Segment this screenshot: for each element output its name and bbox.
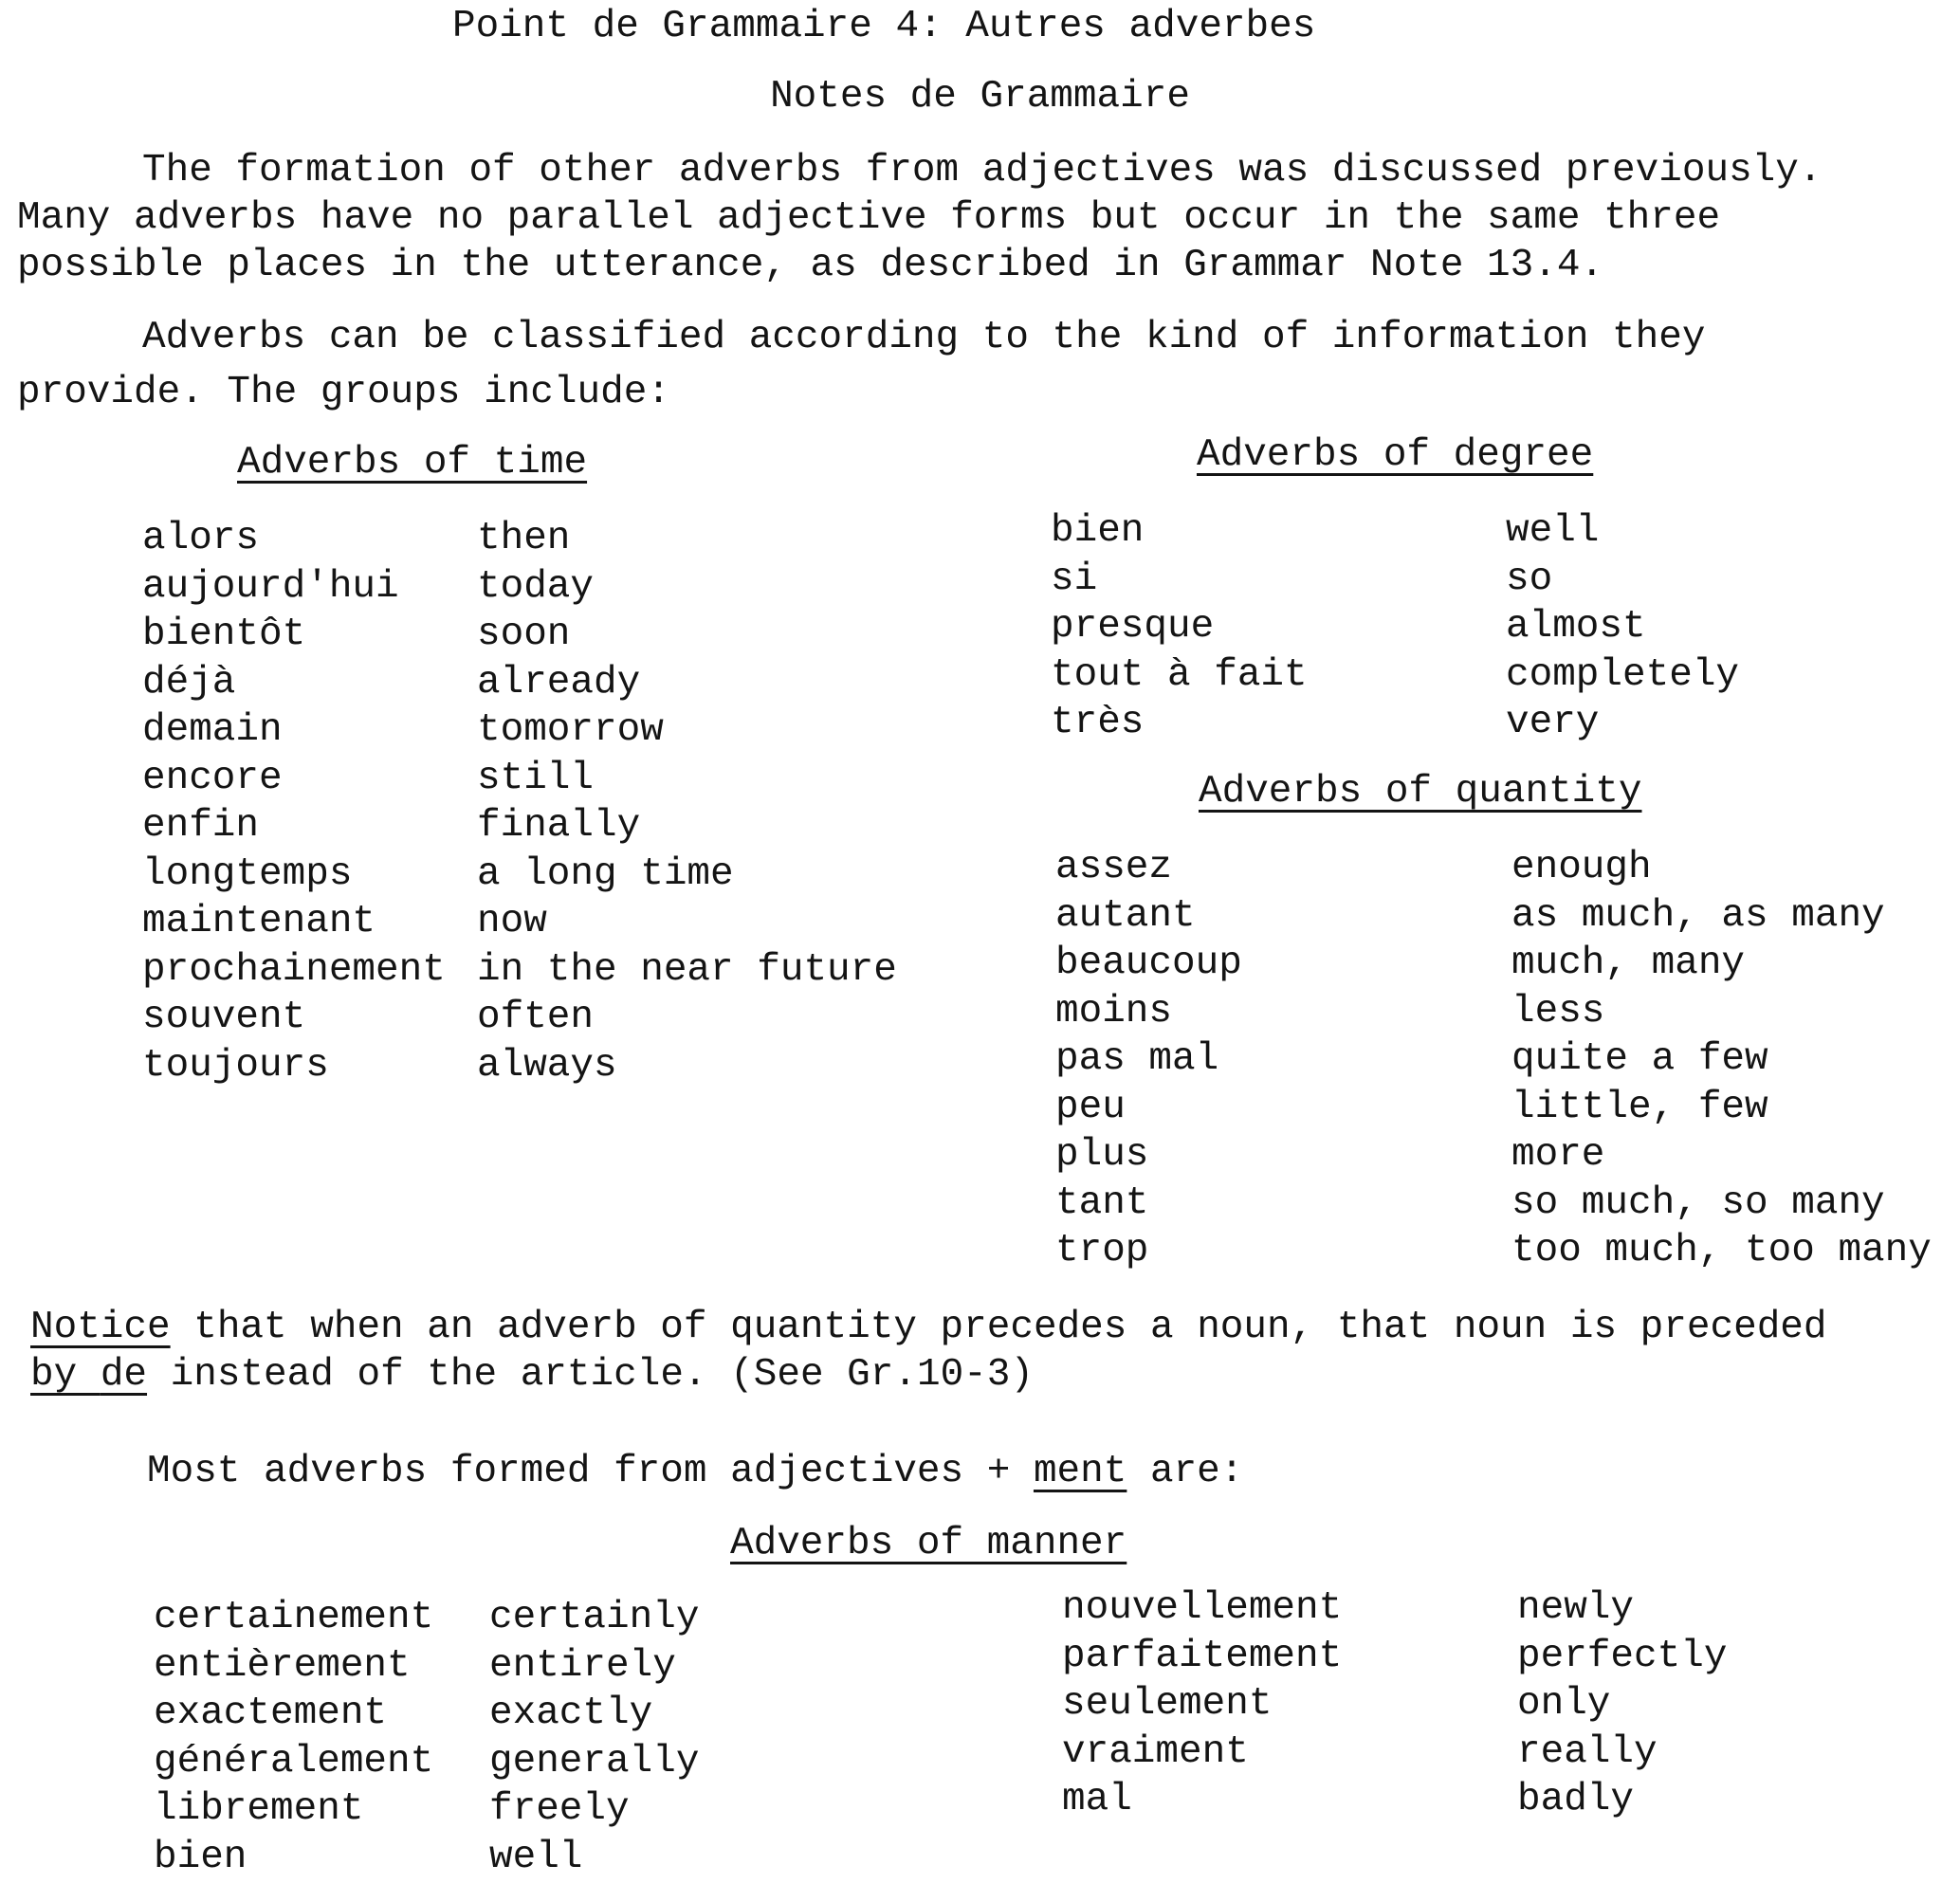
manner-english-item: really bbox=[1517, 1729, 1658, 1774]
manner-english-item: badly bbox=[1517, 1778, 1635, 1821]
manner-french-item: nouvellement bbox=[1062, 1586, 1343, 1630]
degree-french-item: très bbox=[1051, 701, 1145, 744]
time-english-item: often bbox=[477, 996, 595, 1039]
time-english-item: today bbox=[477, 564, 595, 609]
intro-para1-line2: Many adverbs have no parallel adjective forms but occur in the same three bbox=[17, 196, 1721, 240]
time-french-item: enfin bbox=[142, 804, 260, 848]
notice-line2 bbox=[30, 1353, 1034, 1397]
degree-english-item: well bbox=[1506, 509, 1600, 553]
manner-english-item: exactly bbox=[489, 1692, 653, 1735]
manner-left-english-column bbox=[489, 1596, 700, 1886]
quantity-english-item: quite a few bbox=[1511, 1037, 1768, 1081]
manner-english-item: generally bbox=[489, 1739, 700, 1783]
time-french-item: prochainement bbox=[142, 947, 446, 992]
time-french-item: alors bbox=[142, 517, 260, 560]
manner-english-item: certainly bbox=[489, 1596, 700, 1639]
manner-french-item: librement bbox=[154, 1787, 364, 1831]
degree-english-item: completely bbox=[1506, 652, 1740, 697]
intro-para2-line2: provide. The groups include: bbox=[17, 371, 670, 414]
quantity-english-item: little, few bbox=[1511, 1085, 1768, 1129]
manner-english-item: only bbox=[1517, 1682, 1611, 1726]
time-french-item: longtemps bbox=[142, 851, 353, 896]
quantity-french-item: moins bbox=[1055, 989, 1173, 1033]
notice-line1 bbox=[30, 1308, 1827, 1347]
degree-english-item: almost bbox=[1506, 605, 1646, 649]
quantity-french-item: autant bbox=[1055, 893, 1196, 938]
manner-french-item: parfaitement bbox=[1062, 1634, 1343, 1678]
time-english-item: tomorrow bbox=[477, 708, 664, 752]
manner-french-item: vraiment bbox=[1062, 1729, 1249, 1774]
time-english-item: then bbox=[477, 517, 571, 560]
degree-heading: Adverbs of degree bbox=[1197, 433, 1594, 477]
time-french-item: souvent bbox=[142, 996, 306, 1039]
manner-english-item: freely bbox=[489, 1787, 630, 1831]
quantity-english-item: as much, as many bbox=[1511, 893, 1885, 938]
quantity-heading: Adverbs of quantity bbox=[1199, 770, 1642, 814]
time-english-item: soon bbox=[477, 613, 571, 656]
quantity-english-item: much, many bbox=[1511, 942, 1746, 985]
quantity-french-item: assez bbox=[1055, 846, 1173, 889]
manner-french-item: entièrement bbox=[154, 1643, 411, 1688]
time-english-item: finally bbox=[477, 804, 641, 848]
time-english-item: always bbox=[477, 1043, 617, 1088]
time-english-item: now bbox=[477, 900, 547, 943]
degree-english-column bbox=[1506, 509, 1740, 752]
time-french-item: maintenant bbox=[142, 900, 376, 943]
quantity-english-item: so much, so many bbox=[1511, 1180, 1885, 1225]
time-french-item: demain bbox=[142, 708, 283, 752]
time-english-item: already bbox=[477, 660, 641, 704]
degree-english-item: very bbox=[1506, 701, 1600, 744]
page-title: Point de Grammaire 4: Autres adverbes bbox=[452, 5, 1316, 48]
quantity-french-item: pas mal bbox=[1055, 1037, 1219, 1081]
time-french-item: toujours bbox=[142, 1043, 329, 1088]
quantity-english-column bbox=[1511, 846, 1932, 1280]
time-french-item: bientôt bbox=[142, 613, 306, 656]
ment-intro-before: Most adverbs formed from adjectives + bbox=[147, 1450, 1034, 1493]
manner-heading: Adverbs of manner bbox=[730, 1522, 1127, 1565]
manner-right-french-column bbox=[1062, 1586, 1343, 1829]
page-subtitle: Notes de Grammaire bbox=[770, 75, 1190, 119]
time-french-item: déjà bbox=[142, 660, 236, 704]
quantity-english-item: less bbox=[1511, 989, 1605, 1033]
manner-french-item: certainement bbox=[154, 1596, 434, 1639]
intro-para2-line1: Adverbs can be classified according to the kind of information they bbox=[142, 316, 1706, 359]
manner-french-item: mal bbox=[1062, 1778, 1132, 1821]
manner-french-item: seulement bbox=[1062, 1682, 1273, 1726]
notice-de-word: de bbox=[100, 1353, 148, 1397]
manner-english-item: newly bbox=[1517, 1586, 1635, 1630]
time-french-item: encore bbox=[142, 756, 283, 800]
time-english-item: a long time bbox=[477, 851, 734, 896]
notice-line1-text: that when an adverb of quantity precedes a noun, that noun is preceded bbox=[170, 1306, 1827, 1349]
ment-intro-line bbox=[147, 1450, 1244, 1493]
time-heading: Adverbs of time bbox=[237, 441, 588, 485]
degree-english-item: so bbox=[1506, 557, 1553, 601]
quantity-french-item: peu bbox=[1055, 1085, 1126, 1129]
time-english-item: in the near future bbox=[477, 947, 897, 992]
notice-line2-text: instead of the article. (See Gr.10-3) bbox=[147, 1353, 1034, 1397]
quantity-french-item: tant bbox=[1055, 1180, 1149, 1225]
quantity-english-item: too much, too many bbox=[1511, 1229, 1932, 1272]
notice-word: Notice bbox=[30, 1306, 171, 1349]
quantity-french-column bbox=[1055, 846, 1242, 1280]
manner-english-item: entirely bbox=[489, 1643, 676, 1688]
quantity-french-item: trop bbox=[1055, 1229, 1149, 1272]
quantity-english-item: more bbox=[1511, 1133, 1605, 1177]
degree-french-item: bien bbox=[1051, 509, 1145, 553]
degree-french-column bbox=[1051, 509, 1308, 752]
time-french-column bbox=[142, 517, 446, 1094]
intro-para1-line1: The formation of other adverbs from adjectives was discussed previously. bbox=[142, 149, 1823, 192]
time-english-item: still bbox=[477, 756, 595, 800]
manner-french-item: généralement bbox=[154, 1739, 434, 1783]
degree-french-item: si bbox=[1051, 557, 1098, 601]
manner-left-french-column bbox=[154, 1596, 434, 1886]
quantity-english-item: enough bbox=[1511, 846, 1652, 889]
manner-english-item: well bbox=[489, 1835, 583, 1879]
ment-word: ment bbox=[1033, 1450, 1127, 1493]
time-english-column bbox=[477, 517, 897, 1094]
manner-french-item: exactement bbox=[154, 1692, 388, 1735]
quantity-french-item: beaucoup bbox=[1055, 942, 1242, 985]
manner-right-english-column bbox=[1517, 1586, 1728, 1829]
notice-by-word: by bbox=[30, 1353, 101, 1397]
ment-intro-after: are: bbox=[1127, 1450, 1244, 1493]
intro-para1-line3: possible places in the utterance, as described in Grammar Note 13.4. bbox=[17, 244, 1604, 287]
manner-french-item: bien bbox=[154, 1835, 247, 1879]
manner-english-item: perfectly bbox=[1517, 1634, 1728, 1678]
degree-french-item: presque bbox=[1051, 605, 1215, 649]
degree-french-item: tout à fait bbox=[1051, 652, 1308, 697]
time-french-item: aujourd'hui bbox=[142, 564, 399, 609]
quantity-french-item: plus bbox=[1055, 1133, 1149, 1177]
